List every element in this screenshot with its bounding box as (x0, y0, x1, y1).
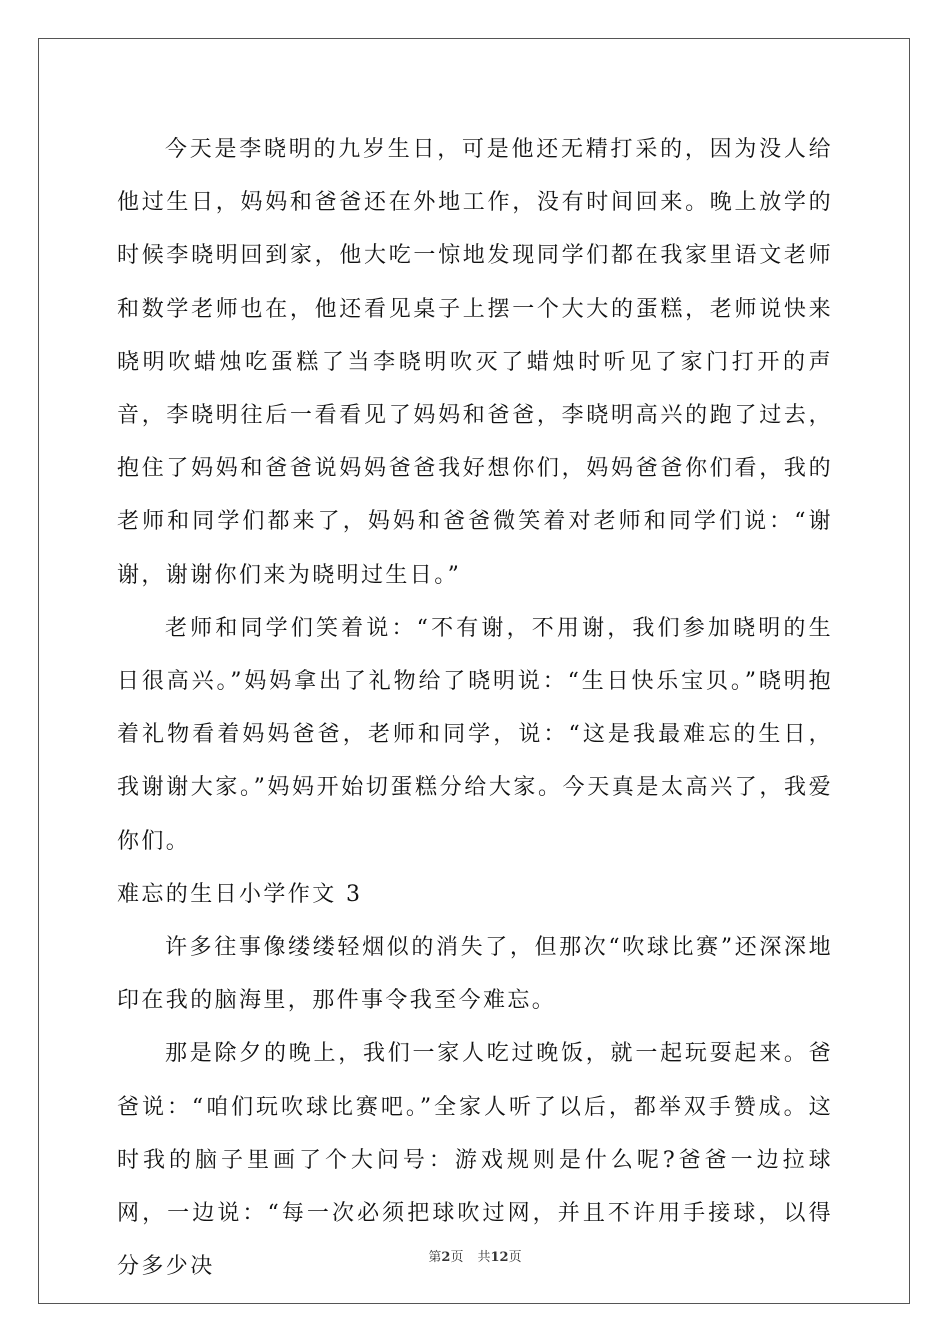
total-suffix: 页 (508, 1250, 522, 1265)
page-prefix: 第 (428, 1250, 442, 1265)
page-number: 2 (441, 1250, 451, 1265)
paragraph-2: 老师和同学们笑着说：“不有谢，不用谢，我们参加晓明的生日很高兴。”妈妈拿出了礼物给了晓明说：“生日快乐宝贝。”晓明抱着礼物看着妈妈爸爸，老师和同学，说：“这是我最难忘的生日，我谢谢大家。”妈妈开始切蛋糕分给大家。今天真是太高兴了，我爱你们。 (117, 615, 833, 854)
paragraph-4: 那是除夕的晚上，我们一家人吃过晚饭，就一起玩耍起来。爸爸说：“咱们玩吹球比赛吧。”全家人听了以后，都举双手赞成。这时我的脑子里画了个大问号：游戏规则是什么呢?爸爸一边拉球网，一边说：“每一次必须把球吹过网，并且不许用手接球，以得分多少决 (117, 1041, 833, 1280)
document-body (117, 123, 833, 1293)
page-suffix: 页 (450, 1250, 464, 1265)
paragraph-3: 许多往事像缕缕轻烟似的消失了，但那次“吹球比赛”还深深地印在我的脑海里，那件事令我至今难忘。 (117, 935, 833, 1014)
paragraph-1: 今天是李晓明的九岁生日，可是他还无精打采的，因为没人给他过生日，妈妈和爸爸还在外地工作，没有时间回来。晚上放学的时候李晓明回到家，他大吃一惊地发现同学们都在我家里语文老师和数学老师也在，他还看见桌子上摆一个大大的蛋糕，老师说快来晓明吹蜡烛吃蛋糕了当李晓明吹灭了蜡烛时听见了家门打开的声音，李晓明往后一看看见了妈妈和爸爸，李晓明高兴的跑了过去，抱住了妈妈和爸爸说妈妈爸爸我好想你们，妈妈爸爸你们看，我的老师和同学们都来了，妈妈和爸爸微笑着对老师和同学们说：“谢谢，谢谢你们来为晓明过生日。” (117, 137, 833, 588)
page-footer (0, 1246, 950, 1265)
total-prefix: 共 (477, 1250, 491, 1265)
total-pages: 12 (490, 1250, 509, 1265)
section-title: 难忘的生日小学作文 3 (117, 881, 363, 907)
